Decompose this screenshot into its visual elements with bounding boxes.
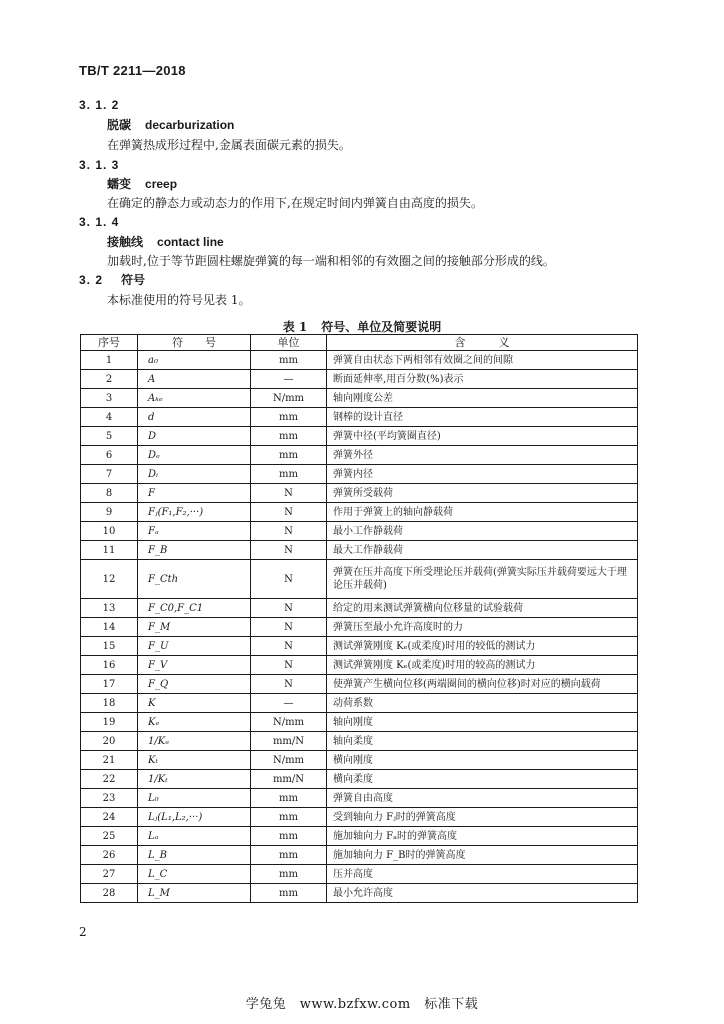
row-meaning: 断面延伸率,用百分数(%)表示 — [327, 370, 638, 389]
row-symbol: 1/Kₜ — [138, 770, 251, 789]
row-number: 19 — [81, 713, 138, 732]
row-number: 17 — [81, 675, 138, 694]
row-unit: N — [251, 484, 327, 503]
row-unit: N/mm — [251, 713, 327, 732]
row-number: 10 — [81, 522, 138, 541]
term-zh: 蠕变 — [107, 177, 132, 191]
col-header-unit: 单位 — [251, 335, 327, 351]
table-row — [81, 865, 638, 884]
row-number: 6 — [81, 446, 138, 465]
row-meaning: 轴向刚度公差 — [327, 389, 638, 408]
table-row — [81, 713, 638, 732]
row-meaning: 弹簧自由状态下两相邻有效圈之间的间隙 — [327, 351, 638, 370]
row-number: 11 — [81, 541, 138, 560]
row-unit: mm — [251, 408, 327, 427]
row-unit: N — [251, 541, 327, 560]
term-en: creep — [145, 177, 178, 191]
row-symbol: L_B — [138, 846, 251, 865]
row-meaning: 横向柔度 — [327, 770, 638, 789]
section-number: 3. 2 — [79, 273, 104, 287]
document-id-header: TB/T 2211—2018 — [79, 63, 186, 78]
table-row — [81, 656, 638, 675]
row-symbol: Lⱼ(L₁,L₂,···) — [138, 808, 251, 827]
row-unit: mm — [251, 808, 327, 827]
col-header-no: 序号 — [81, 335, 138, 351]
row-number: 1 — [81, 351, 138, 370]
symbols-intro-text: 本标准使用的符号见表 1。 — [107, 293, 251, 307]
row-symbol: F — [138, 484, 251, 503]
row-unit: mm — [251, 351, 327, 370]
row-unit: N — [251, 675, 327, 694]
table-row — [81, 846, 638, 865]
table-row — [81, 732, 638, 751]
symbols-table — [80, 334, 638, 903]
row-number: 4 — [81, 408, 138, 427]
table-title: 符号、单位及简要说明 — [321, 320, 442, 334]
section-title: 符号 — [121, 273, 146, 287]
table-row — [81, 408, 638, 427]
table-row — [81, 827, 638, 846]
row-meaning: 最小允许高度 — [327, 884, 638, 903]
table-row — [81, 618, 638, 637]
table-row — [81, 427, 638, 446]
row-meaning: 施加轴向力 F_B时的弹簧高度 — [327, 846, 638, 865]
row-unit: mm — [251, 846, 327, 865]
row-unit: N — [251, 656, 327, 675]
row-meaning: 弹簧中径(平均簧圈直径) — [327, 427, 638, 446]
term-en: contact line — [157, 235, 224, 249]
row-meaning: 弹簧压至最小允许高度时的力 — [327, 618, 638, 637]
row-unit: mm — [251, 865, 327, 884]
row-number: 20 — [81, 732, 138, 751]
row-number: 27 — [81, 865, 138, 884]
row-symbol: D — [138, 427, 251, 446]
row-meaning: 作用于弹簧上的轴向静载荷 — [327, 503, 638, 522]
row-symbol: d — [138, 408, 251, 427]
row-number: 14 — [81, 618, 138, 637]
table-row — [81, 351, 638, 370]
row-symbol: Dᵢ — [138, 465, 251, 484]
table-row — [81, 446, 638, 465]
row-unit: N — [251, 522, 327, 541]
row-unit: N — [251, 637, 327, 656]
table-row — [81, 884, 638, 903]
row-symbol: a₀ — [138, 351, 251, 370]
row-symbol: L₀ — [138, 789, 251, 808]
table-row — [81, 789, 638, 808]
row-number: 7 — [81, 465, 138, 484]
row-meaning: 轴向柔度 — [327, 732, 638, 751]
row-meaning: 轴向刚度 — [327, 713, 638, 732]
row-unit: — — [251, 694, 327, 713]
row-number: 26 — [81, 846, 138, 865]
row-meaning: 弹簧自由高度 — [327, 789, 638, 808]
row-unit: N — [251, 503, 327, 522]
term-zh: 脱碳 — [107, 118, 132, 132]
row-symbol: Kₑ — [138, 713, 251, 732]
row-unit: mm — [251, 789, 327, 808]
definition-decarburization: 在弹簧热成形过程中,金属表面碳元素的损失。 — [107, 138, 351, 152]
row-meaning: 钢棒的设计直径 — [327, 408, 638, 427]
table-row — [81, 694, 638, 713]
row-symbol: F_B — [138, 541, 251, 560]
row-number: 15 — [81, 637, 138, 656]
row-meaning: 最小工作静载荷 — [327, 522, 638, 541]
col-header-meaning: 含 义 — [327, 335, 638, 351]
row-meaning: 最大工作静载荷 — [327, 541, 638, 560]
section-heading-3-2 — [79, 272, 145, 288]
row-meaning: 弹簧在压并高度下所受理论压并载荷(弹簧实际压并载荷要远大于理论压并载荷) — [327, 560, 638, 599]
table-row — [81, 599, 638, 618]
definition-contact-line: 加载时,位于等节距圆柱螺旋弹簧的每一端和相邻的有效圈之间的接触部分形成的线。 — [107, 254, 555, 268]
row-unit: mm/N — [251, 770, 327, 789]
row-number: 23 — [81, 789, 138, 808]
row-number: 3 — [81, 389, 138, 408]
definition-creep: 在确定的静态力或动态力的作用下,在规定时间内弹簧自由高度的损失。 — [107, 196, 483, 210]
row-meaning: 测试弹簧刚度 Kₑ(或柔度)时用的较高的测试力 — [327, 656, 638, 675]
row-meaning: 动荷系数 — [327, 694, 638, 713]
table-row — [81, 522, 638, 541]
term-en: decarburization — [145, 118, 235, 132]
row-number: 22 — [81, 770, 138, 789]
row-meaning: 压并高度 — [327, 865, 638, 884]
row-unit: N/mm — [251, 389, 327, 408]
row-symbol: A — [138, 370, 251, 389]
table-row — [81, 465, 638, 484]
term-zh: 接触线 — [107, 235, 144, 249]
row-symbol: F_C0,F_C1 — [138, 599, 251, 618]
row-unit: mm — [251, 427, 327, 446]
row-symbol: Dₑ — [138, 446, 251, 465]
row-meaning: 弹簧外径 — [327, 446, 638, 465]
row-symbol: F_Q — [138, 675, 251, 694]
table-row — [81, 770, 638, 789]
row-number: 21 — [81, 751, 138, 770]
table-row — [81, 484, 638, 503]
row-symbol: Lₐ — [138, 827, 251, 846]
row-unit: — — [251, 370, 327, 389]
row-symbol: L_C — [138, 865, 251, 884]
row-unit: mm — [251, 827, 327, 846]
row-number: 28 — [81, 884, 138, 903]
row-unit: N — [251, 599, 327, 618]
table-row — [81, 370, 638, 389]
row-number: 18 — [81, 694, 138, 713]
row-meaning: 测试弹簧刚度 Kₑ(或柔度)时用的较低的测试力 — [327, 637, 638, 656]
table-row — [81, 808, 638, 827]
col-header-symbol: 符 号 — [138, 335, 251, 351]
term-decarburization — [107, 117, 234, 133]
clause-number-3-1-2: 3. 1. 2 — [79, 98, 120, 112]
row-symbol: Fₐ — [138, 522, 251, 541]
table-row — [81, 503, 638, 522]
row-unit: N — [251, 560, 327, 599]
term-contact-line — [107, 234, 224, 250]
table-row — [81, 637, 638, 656]
row-meaning: 使弹簧产生横向位移(两端圈间的横向位移)时对应的横向载荷 — [327, 675, 638, 694]
term-creep — [107, 176, 177, 192]
row-meaning: 横向刚度 — [327, 751, 638, 770]
table-row — [81, 751, 638, 770]
footer-watermark-text: 学兔兔 www.bzfxw.com 标准下载 — [245, 997, 479, 1012]
row-symbol: F_V — [138, 656, 251, 675]
row-number: 2 — [81, 370, 138, 389]
table-row — [81, 389, 638, 408]
row-symbol: Kₜ — [138, 751, 251, 770]
table-number: 表 1 — [282, 320, 308, 334]
row-symbol: F_M — [138, 618, 251, 637]
row-unit: mm — [251, 465, 327, 484]
table-header-row — [81, 335, 638, 351]
clause-number-3-1-4: 3. 1. 4 — [79, 215, 120, 229]
row-symbol: Fⱼ(F₁,F₂,···) — [138, 503, 251, 522]
table-row — [81, 541, 638, 560]
row-unit: mm — [251, 884, 327, 903]
row-number: 5 — [81, 427, 138, 446]
row-number: 16 — [81, 656, 138, 675]
row-symbol: Aₖₑ — [138, 389, 251, 408]
row-meaning: 弹簧内径 — [327, 465, 638, 484]
row-symbol: K — [138, 694, 251, 713]
row-unit: mm/N — [251, 732, 327, 751]
row-unit: N — [251, 618, 327, 637]
row-symbol: L_M — [138, 884, 251, 903]
row-number: 12 — [81, 560, 138, 599]
row-unit: N/mm — [251, 751, 327, 770]
row-meaning: 弹簧所受载荷 — [327, 484, 638, 503]
page-number: 2 — [79, 925, 87, 939]
row-symbol: F_Cth — [138, 560, 251, 599]
row-symbol: F_U — [138, 637, 251, 656]
row-meaning: 施加轴向力 Fₐ时的弹簧高度 — [327, 827, 638, 846]
row-number: 24 — [81, 808, 138, 827]
row-number: 13 — [81, 599, 138, 618]
row-unit: mm — [251, 446, 327, 465]
table-row — [81, 675, 638, 694]
table-caption — [0, 318, 724, 335]
row-symbol: 1/Kₑ — [138, 732, 251, 751]
clause-number-3-1-3: 3. 1. 3 — [79, 158, 120, 172]
row-meaning: 给定的用来测试弹簧横向位移量的试验载荷 — [327, 599, 638, 618]
row-meaning: 受到轴向力 Fⱼ时的弹簧高度 — [327, 808, 638, 827]
row-number: 8 — [81, 484, 138, 503]
table-body — [81, 351, 638, 903]
row-number: 9 — [81, 503, 138, 522]
table-row — [81, 560, 638, 599]
row-number: 25 — [81, 827, 138, 846]
